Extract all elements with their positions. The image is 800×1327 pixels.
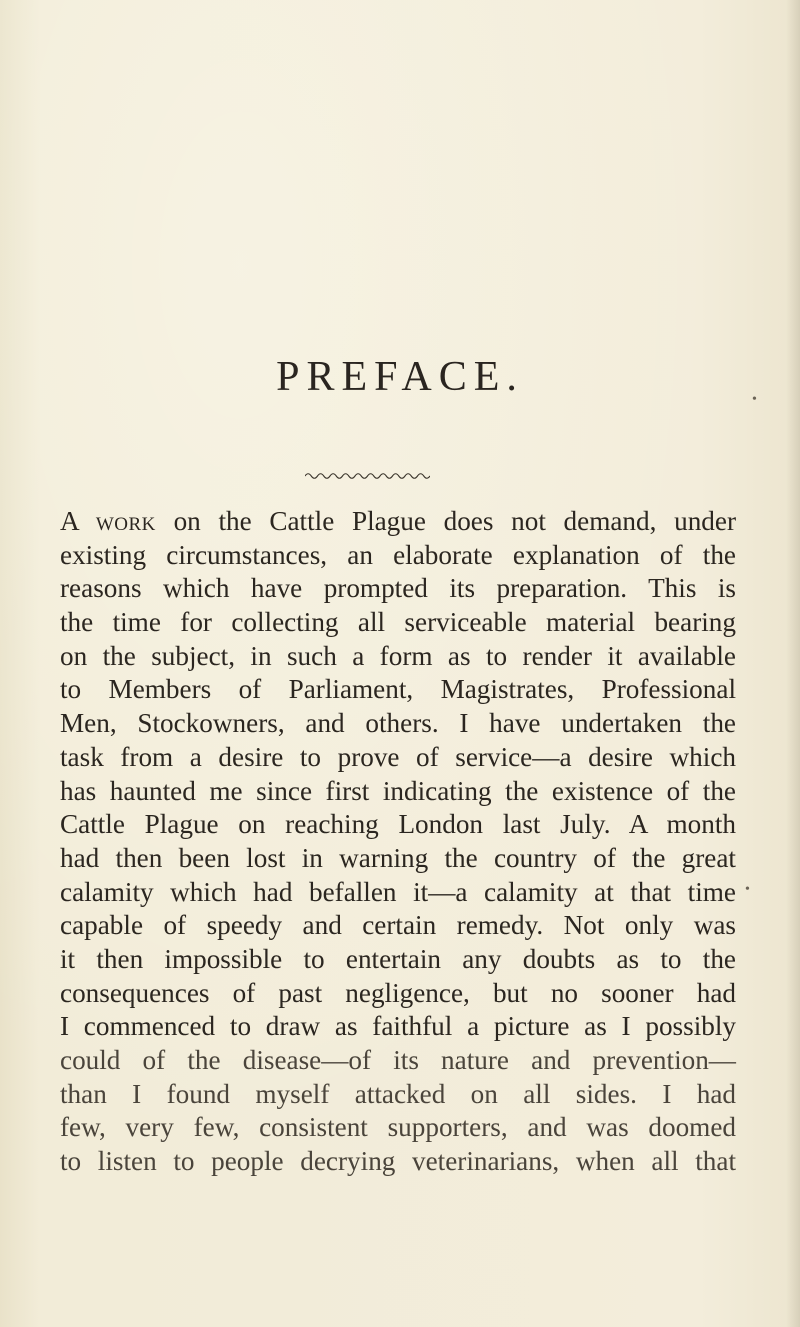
margin-speck: • xyxy=(752,392,757,407)
text-line-5: on the subject, in such a form as to render it available xyxy=(60,640,736,671)
text-line-20: to listen to people decrying veterinarians, when all that xyxy=(60,1146,736,1177)
line-1-rest: on the Cattle Plague does not demand, under xyxy=(155,506,736,536)
text-line-2: existing circumstances, an elaborate explanation of the xyxy=(60,539,736,570)
text-line-18: than I found myself attacked on all sides. I had xyxy=(60,1078,736,1109)
text-line-13: capable of speedy and certain remedy. Not only was xyxy=(60,910,736,941)
wavy-rule-ornament xyxy=(305,470,430,482)
text-line-15: consequences of past negligence, but no sooner had xyxy=(60,977,736,1008)
page-edge-shadow xyxy=(786,0,800,1327)
text-line-1 xyxy=(60,505,736,539)
preface-heading: PREFACE. xyxy=(276,354,524,400)
text-line-4: the time for collecting all serviceable material bearing xyxy=(60,607,736,638)
text-line-9: has haunted me since first indicating the existence of the xyxy=(60,775,736,806)
text-line-10: Cattle Plague on reaching London last July. A month xyxy=(60,809,736,840)
text-line-12: calamity which had befallen it—a calamity at that time xyxy=(60,876,736,907)
text-line-11: had then been lost in warning the country of the great xyxy=(60,842,736,873)
margin-speck: • xyxy=(745,882,750,897)
text-line-16: I commenced to draw as faithful a picture as I possibly xyxy=(60,1011,736,1042)
text-line-8: task from a desire to prove of service—a desire which xyxy=(60,741,736,772)
text-line-14: it then impossible to entertain any doubts as to the xyxy=(60,943,736,974)
opening-smallcaps: work xyxy=(95,506,156,536)
text-line-6: to Members of Parliament, Magistrates, Professional xyxy=(60,674,736,705)
text-line-3: reasons which have prompted its preparation. This is xyxy=(60,573,736,604)
text-line-17: could of the disease—of its nature and prevention— xyxy=(60,1045,736,1075)
opening-letter: A xyxy=(60,506,79,536)
preface-body xyxy=(60,505,736,1179)
text-line-19: few, very few, consistent supporters, and was doomed xyxy=(60,1112,736,1143)
text-line-7: Men, Stockowners, and others. I have undertaken the xyxy=(60,708,736,739)
